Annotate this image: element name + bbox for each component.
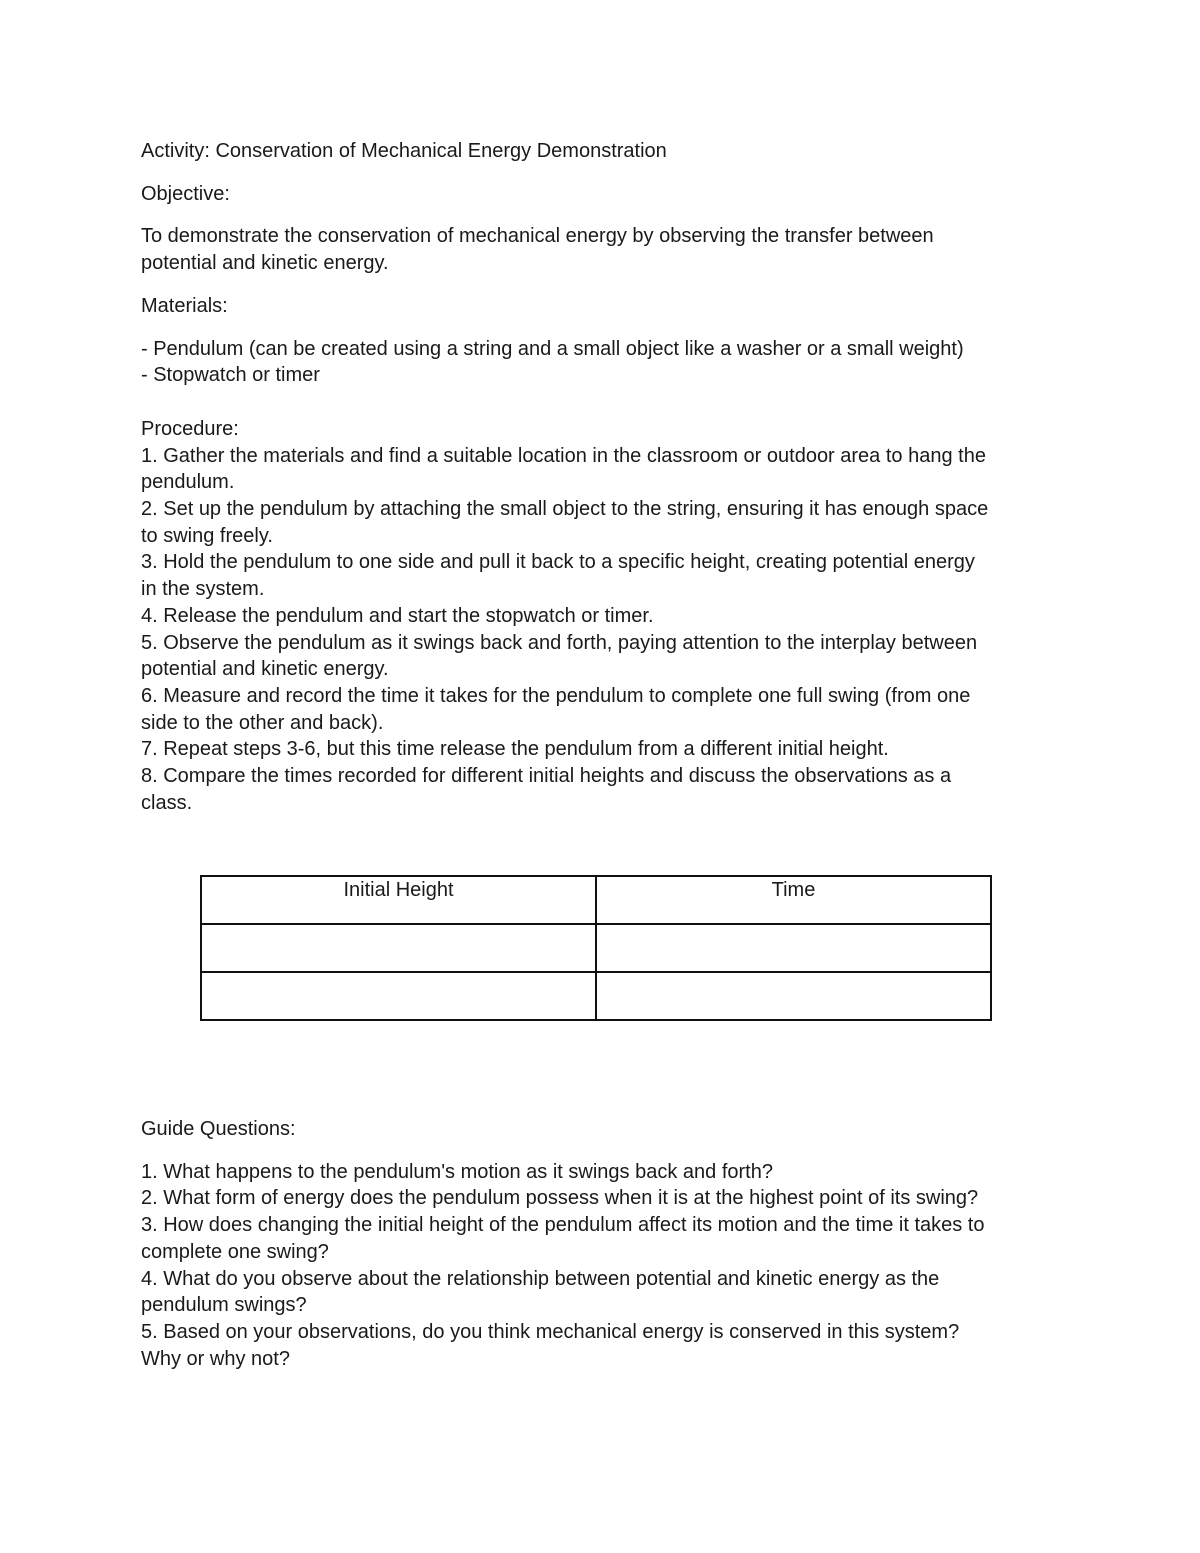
table-cell-time[interactable]	[596, 972, 991, 1020]
objective-line: To demonstrate the conservation of mechanical energy by observing the transfer between	[141, 225, 934, 248]
guide-question-line: 5. Based on your observations, do you think mechanical energy is conserved in this system?	[141, 1320, 960, 1343]
guide-question-line: complete one swing?	[141, 1240, 329, 1263]
procedure-line: 7. Repeat steps 3-6, but this time release the pendulum from a different initial height.	[141, 738, 889, 761]
guide-question-line: pendulum swings?	[141, 1294, 307, 1317]
procedure-line: 2. Set up the pendulum by attaching the small object to the string, ensuring it has enough space	[141, 498, 989, 521]
procedure-line: to swing freely.	[141, 524, 273, 547]
table-cell-time[interactable]	[596, 924, 991, 972]
procedure-line: 6. Measure and record the time it takes for the pendulum to complete one full swing (from one	[141, 684, 971, 707]
table-header-row	[201, 876, 991, 924]
table-row	[201, 924, 991, 972]
guide-questions-section	[141, 1116, 1061, 1372]
guide-question-line: 2. What form of energy does the pendulum possess when it is at the highest point of its swing?	[141, 1187, 979, 1210]
procedure-line: in the system.	[141, 578, 265, 601]
guide-questions-list	[141, 1159, 1061, 1373]
guide-question-line: 1. What happens to the pendulum's motion as it swings back and forth?	[141, 1160, 773, 1183]
column-header-time: Time	[596, 876, 991, 924]
data-table-container	[200, 875, 992, 1021]
materials-heading: Materials:	[141, 294, 228, 317]
procedure-line: 5. Observe the pendulum as it swings back and forth, paying attention to the interplay between	[141, 631, 978, 654]
table-cell-initial-height[interactable]	[201, 924, 596, 972]
procedure-line: 3. Hold the pendulum to one side and pull it back to a specific height, creating potential energy	[141, 551, 975, 574]
guide-questions-heading: Guide Questions:	[141, 1118, 296, 1140]
procedure-line: potential and kinetic energy.	[141, 658, 389, 681]
materials-list	[141, 336, 1061, 389]
guide-question-line: Why or why not?	[141, 1347, 290, 1370]
procedure-line: 8. Compare the times recorded for different initial heights and discuss the observations as a	[141, 765, 952, 788]
procedure-list	[141, 443, 1061, 817]
column-header-initial-height: Initial Height	[201, 876, 596, 924]
procedure-line: 4. Release the pendulum and start the stopwatch or timer.	[141, 604, 654, 627]
document-body	[141, 138, 1061, 816]
materials-item: - Pendulum (can be created using a string and a small object like a washer or a small weight)	[141, 337, 964, 360]
table-row	[201, 972, 991, 1020]
document-title: Activity: Conservation of Mechanical Energy Demonstration	[141, 140, 667, 162]
data-table	[200, 875, 992, 1021]
objective-line: potential and kinetic energy.	[141, 252, 389, 275]
materials-item: - Stopwatch or timer	[141, 364, 320, 387]
procedure-line: pendulum.	[141, 471, 235, 494]
guide-question-line: 3. How does changing the initial height of the pendulum affect its motion and the time it takes to	[141, 1214, 985, 1237]
objective-text	[141, 223, 1061, 276]
objective-heading: Objective:	[141, 182, 230, 205]
procedure-heading: Procedure:	[141, 417, 239, 440]
guide-question-line: 4. What do you observe about the relationship between potential and kinetic energy as the	[141, 1267, 940, 1290]
table-cell-initial-height[interactable]	[201, 972, 596, 1020]
procedure-line: class.	[141, 791, 193, 814]
procedure-line: 1. Gather the materials and find a suitable location in the classroom or outdoor area to hang the	[141, 444, 986, 467]
procedure-line: side to the other and back).	[141, 711, 384, 734]
